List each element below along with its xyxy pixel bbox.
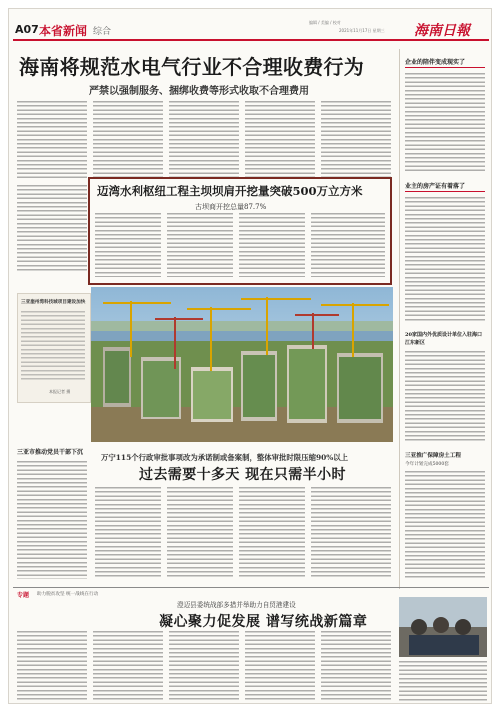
- lead-headline: 海南将规范水电气行业不合理收费行为: [19, 55, 365, 79]
- masthead-logo: 海南日報: [414, 23, 470, 39]
- sidebar-item1-rule: [405, 67, 485, 68]
- feature-body-col2: [167, 213, 233, 277]
- sidebar-item4-title: 三亚推广保障房土工程: [405, 453, 461, 459]
- section-subtitle: 综合: [93, 27, 112, 37]
- sidebar-item1-title: 企业的陪伴变成现实了: [405, 59, 466, 66]
- special-body-col3: [169, 631, 239, 701]
- special-photo-side-text: [399, 661, 487, 701]
- left-brief-headline: 三亚市推动党员干部下沉: [17, 449, 84, 456]
- lead-body-col4: [245, 101, 315, 181]
- sidebar-item4-subtitle: 今年计划完成5000套: [405, 462, 449, 467]
- special-body-col5: [321, 631, 391, 701]
- header-rule: [13, 39, 489, 41]
- lead-body-col3: [169, 101, 239, 181]
- lead-body-col2: [93, 101, 163, 181]
- photo-caption-title: 三亚崖州湾科技城项目建设加快: [21, 300, 86, 305]
- special-section-photo: [399, 597, 487, 657]
- sidebar-item2-title: 业主的房产证有着落了: [405, 183, 466, 190]
- editor-line: 编辑 / 美编 / 校对: [309, 20, 341, 25]
- lead-body-left-continued: [17, 185, 87, 271]
- special-headline: 凝心聚力促发展 谱写统战新篇章: [159, 614, 368, 630]
- construction-photo: [91, 287, 393, 442]
- sidebar-item1-body: [405, 73, 485, 171]
- special-section-rule: [13, 587, 489, 588]
- lead-body-col5: [321, 101, 391, 181]
- special-section-tag: 专题: [17, 592, 30, 599]
- sidebar-item3-title-line: 20家国内外优质设计单位入驻海口江东新区: [405, 332, 482, 346]
- middle-body-col4: [311, 487, 391, 579]
- middle-headline: 过去需要十多天 现在只需半小时: [139, 467, 346, 483]
- sidebar-item2-body: [405, 197, 485, 321]
- photo-caption-text: [21, 311, 85, 381]
- feature-body-col3: [239, 213, 305, 277]
- construction-photo-image: [91, 287, 393, 442]
- date-line: 2021年11月17日 星期三: [339, 28, 385, 33]
- feature-body-col4: [311, 213, 385, 277]
- middle-body-col1: [95, 487, 161, 579]
- special-photo-image: [399, 597, 487, 657]
- sidebar-divider: [399, 49, 400, 589]
- special-body-col1: [17, 631, 87, 701]
- sidebar-item3-body: [405, 351, 485, 443]
- section-title: 本省新闻: [39, 24, 88, 38]
- middle-body-col2: [167, 487, 233, 579]
- lead-subhead: 严禁以强制服务、捆绑收费等形式收取不合理费用: [89, 86, 309, 97]
- special-kicker: 澄迈县委统战部多措并举助力自贸港建设: [177, 601, 296, 609]
- sidebar-item4-body: [405, 471, 485, 579]
- page-number: A07: [15, 23, 39, 36]
- special-section-subtag: 助力脱贫攻坚 统一战线在行动: [37, 592, 99, 597]
- middle-kicker: 万宁115个行政审批事项改为承诺制或备案制，整体审批时限压缩90%以上: [101, 453, 349, 462]
- special-body-col2: [93, 631, 163, 701]
- special-body-col4: [245, 631, 315, 701]
- feature-subhead: 古坝商开挖总量87.7%: [195, 203, 267, 211]
- sidebar-item2-rule: [405, 191, 485, 192]
- middle-body-col3: [239, 487, 305, 579]
- newspaper-page: [8, 8, 492, 704]
- lead-body-col1: [17, 101, 87, 181]
- feature-body-col1: [95, 213, 161, 277]
- photo-credit: 本报记者 摄: [49, 389, 71, 394]
- left-brief-body: [17, 461, 87, 579]
- feature-headline: 迈湾水利枢纽工程主坝坝肩开挖量突破500万立方米: [97, 184, 363, 198]
